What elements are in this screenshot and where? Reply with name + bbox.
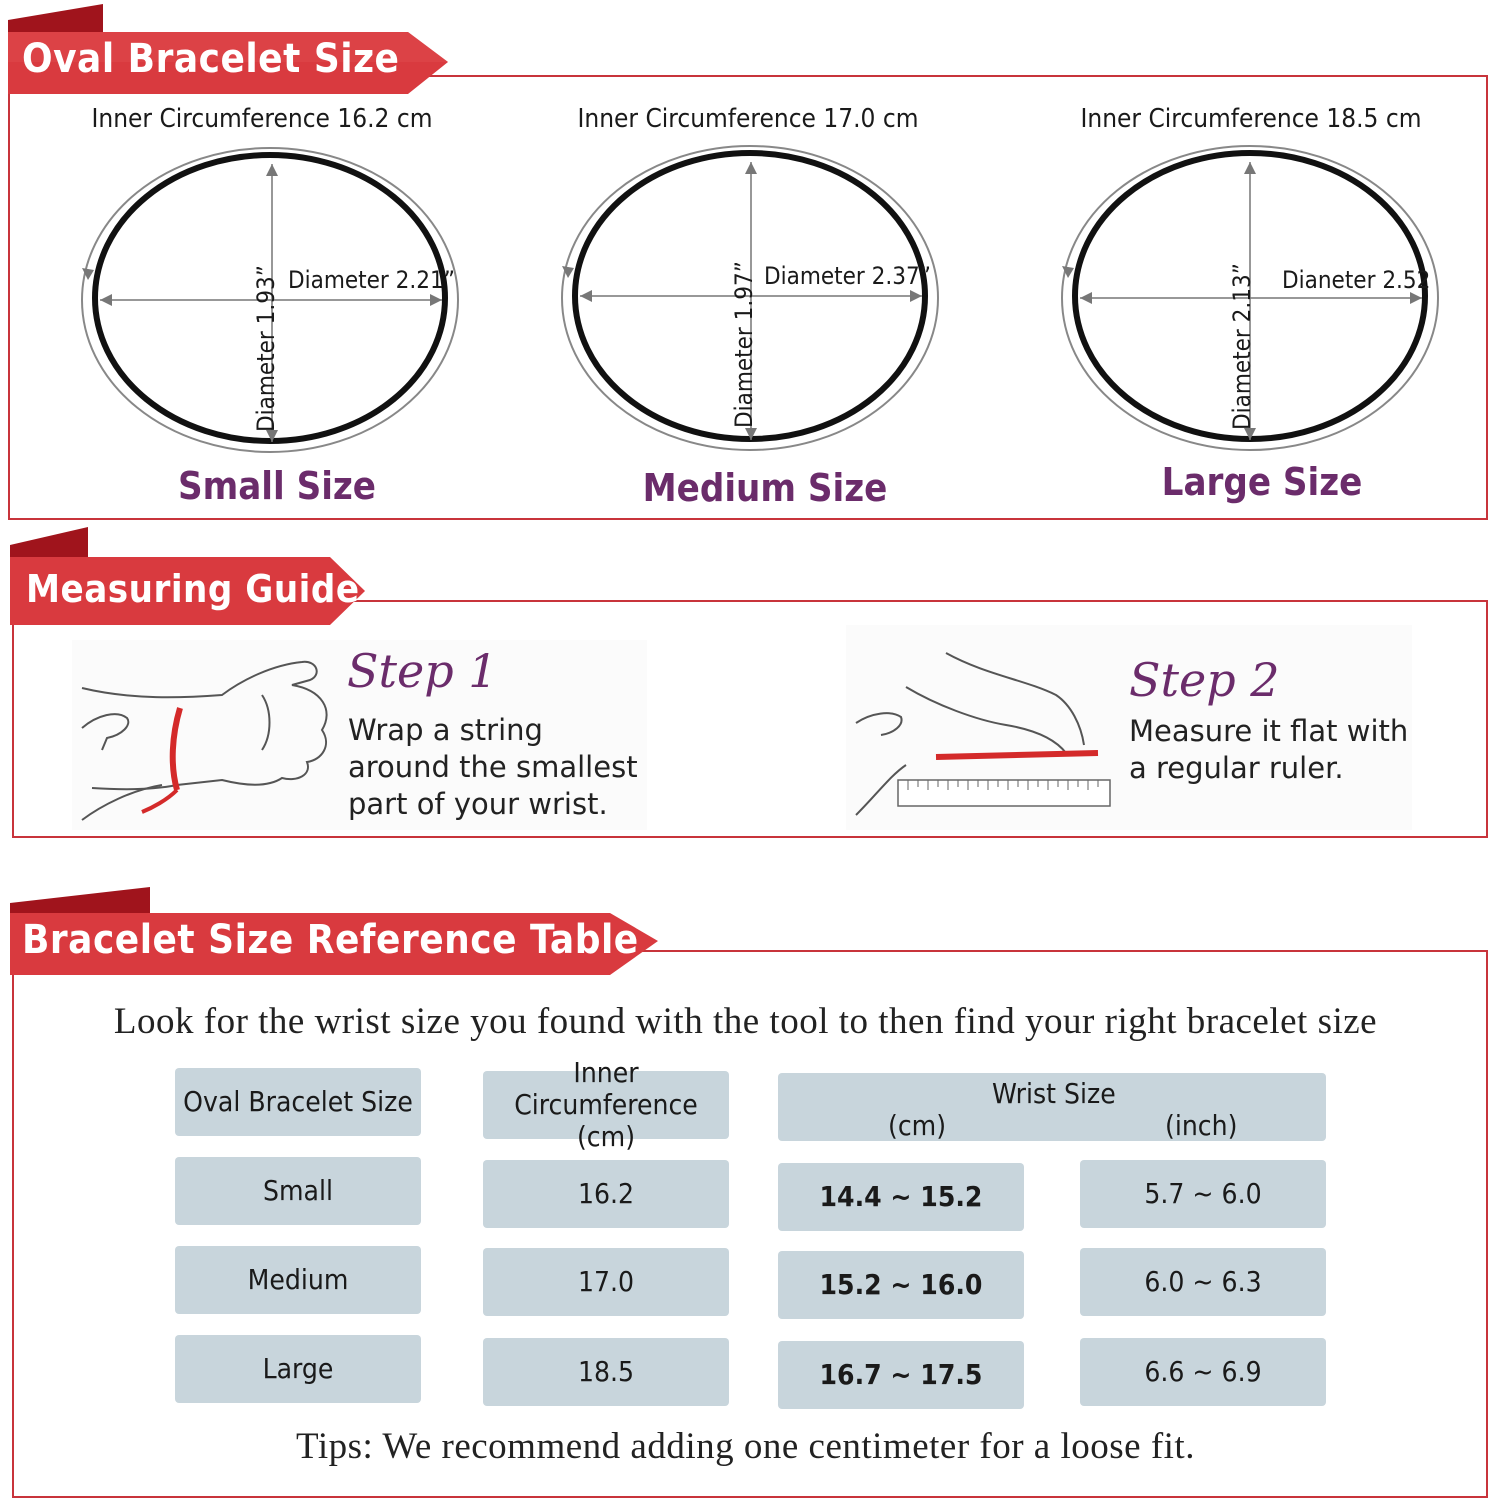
measuring-guide-banner xyxy=(10,525,370,630)
step-2-title: Step 2 xyxy=(1129,653,1280,707)
step-2-line-2: a regular ruler. xyxy=(1129,751,1344,785)
table-cell-size: Large xyxy=(175,1335,421,1403)
table-cell-wrist-cm: 15.2 ~ 16.0 xyxy=(778,1251,1024,1319)
reference-table-banner xyxy=(10,885,665,980)
header-wrist-size xyxy=(778,1073,1326,1141)
size-name-small: Small Size xyxy=(177,464,377,508)
table-intro-text: Look for the wrist size you found with the tool to then find your right bracelet size xyxy=(113,1001,1378,1042)
header-circ-line-1: Inner Circumference xyxy=(514,1056,698,1121)
oval-size-banner xyxy=(8,2,453,98)
measuring-guide-title: Measuring Guide xyxy=(26,567,360,611)
step-1-title: Step 1 xyxy=(347,644,498,698)
header-circ-line-2: (cm) xyxy=(576,1120,636,1153)
header-wrist-cm: (cm) xyxy=(888,1109,947,1142)
step-2-card xyxy=(846,625,1412,830)
table-cell-size: Medium xyxy=(175,1246,421,1314)
header-wrist-inch: (inch) xyxy=(1165,1109,1238,1142)
header-oval-size: Oval Bracelet Size xyxy=(175,1068,421,1136)
step-1-text xyxy=(348,712,638,823)
circumference-label-small: Inner Circumference 16.2 cm xyxy=(91,104,433,134)
large-width-label: Dianeter 2.52 xyxy=(1282,266,1431,294)
table-cell-wrist-inch: 5.7 ~ 6.0 xyxy=(1080,1160,1326,1228)
ruler-measure-illustration xyxy=(846,625,1126,830)
medium-width-label: Diameter 2.37” xyxy=(764,262,931,290)
table-cell-wrist-cm: 16.7 ~ 17.5 xyxy=(778,1341,1024,1409)
step-1-card xyxy=(72,640,647,830)
small-width-label: Diameter 2.21” xyxy=(288,266,455,294)
circumference-label-medium: Inner Circumference 17.0 cm xyxy=(577,104,919,134)
table-cell-wrist-inch: 6.6 ~ 6.9 xyxy=(1080,1338,1326,1406)
step-1-line-2: around the smallest xyxy=(348,750,638,784)
table-cell-wrist-cm: 14.4 ~ 15.2 xyxy=(778,1163,1024,1231)
wrist-string-illustration xyxy=(72,640,332,830)
oval-size-title: Oval Bracelet Size xyxy=(22,36,400,82)
size-name-large: Large Size xyxy=(1161,460,1363,504)
tips-text: Tips: We recommend adding one centimeter for a loose fit. xyxy=(296,1426,1195,1467)
header-inner-circumference xyxy=(483,1056,729,1153)
step-2-line-1: Measure it flat with xyxy=(1129,714,1409,748)
small-height-label: Diameter 1.93” xyxy=(252,265,280,432)
circumference-label-large: Inner Circumference 18.5 cm xyxy=(1080,104,1422,134)
table-cell-circ: 16.2 xyxy=(483,1160,729,1228)
step-2-text xyxy=(1129,713,1408,787)
header-wrist-title: Wrist Size xyxy=(992,1077,1116,1110)
reference-table-title: Bracelet Size Reference Table xyxy=(22,917,639,963)
table-cell-size: Small xyxy=(175,1157,421,1225)
large-height-label: Diameter 2.13” xyxy=(1228,263,1256,430)
table-cell-circ: 17.0 xyxy=(483,1248,729,1316)
table-cell-wrist-inch: 6.0 ~ 6.3 xyxy=(1080,1248,1326,1316)
step-1-line-1: Wrap a string xyxy=(348,713,543,747)
table-cell-circ: 18.5 xyxy=(483,1338,729,1406)
step-1-line-3: part of your wrist. xyxy=(348,787,608,821)
size-name-medium: Medium Size xyxy=(642,466,888,510)
medium-height-label: Diameter 1.97” xyxy=(730,261,758,428)
